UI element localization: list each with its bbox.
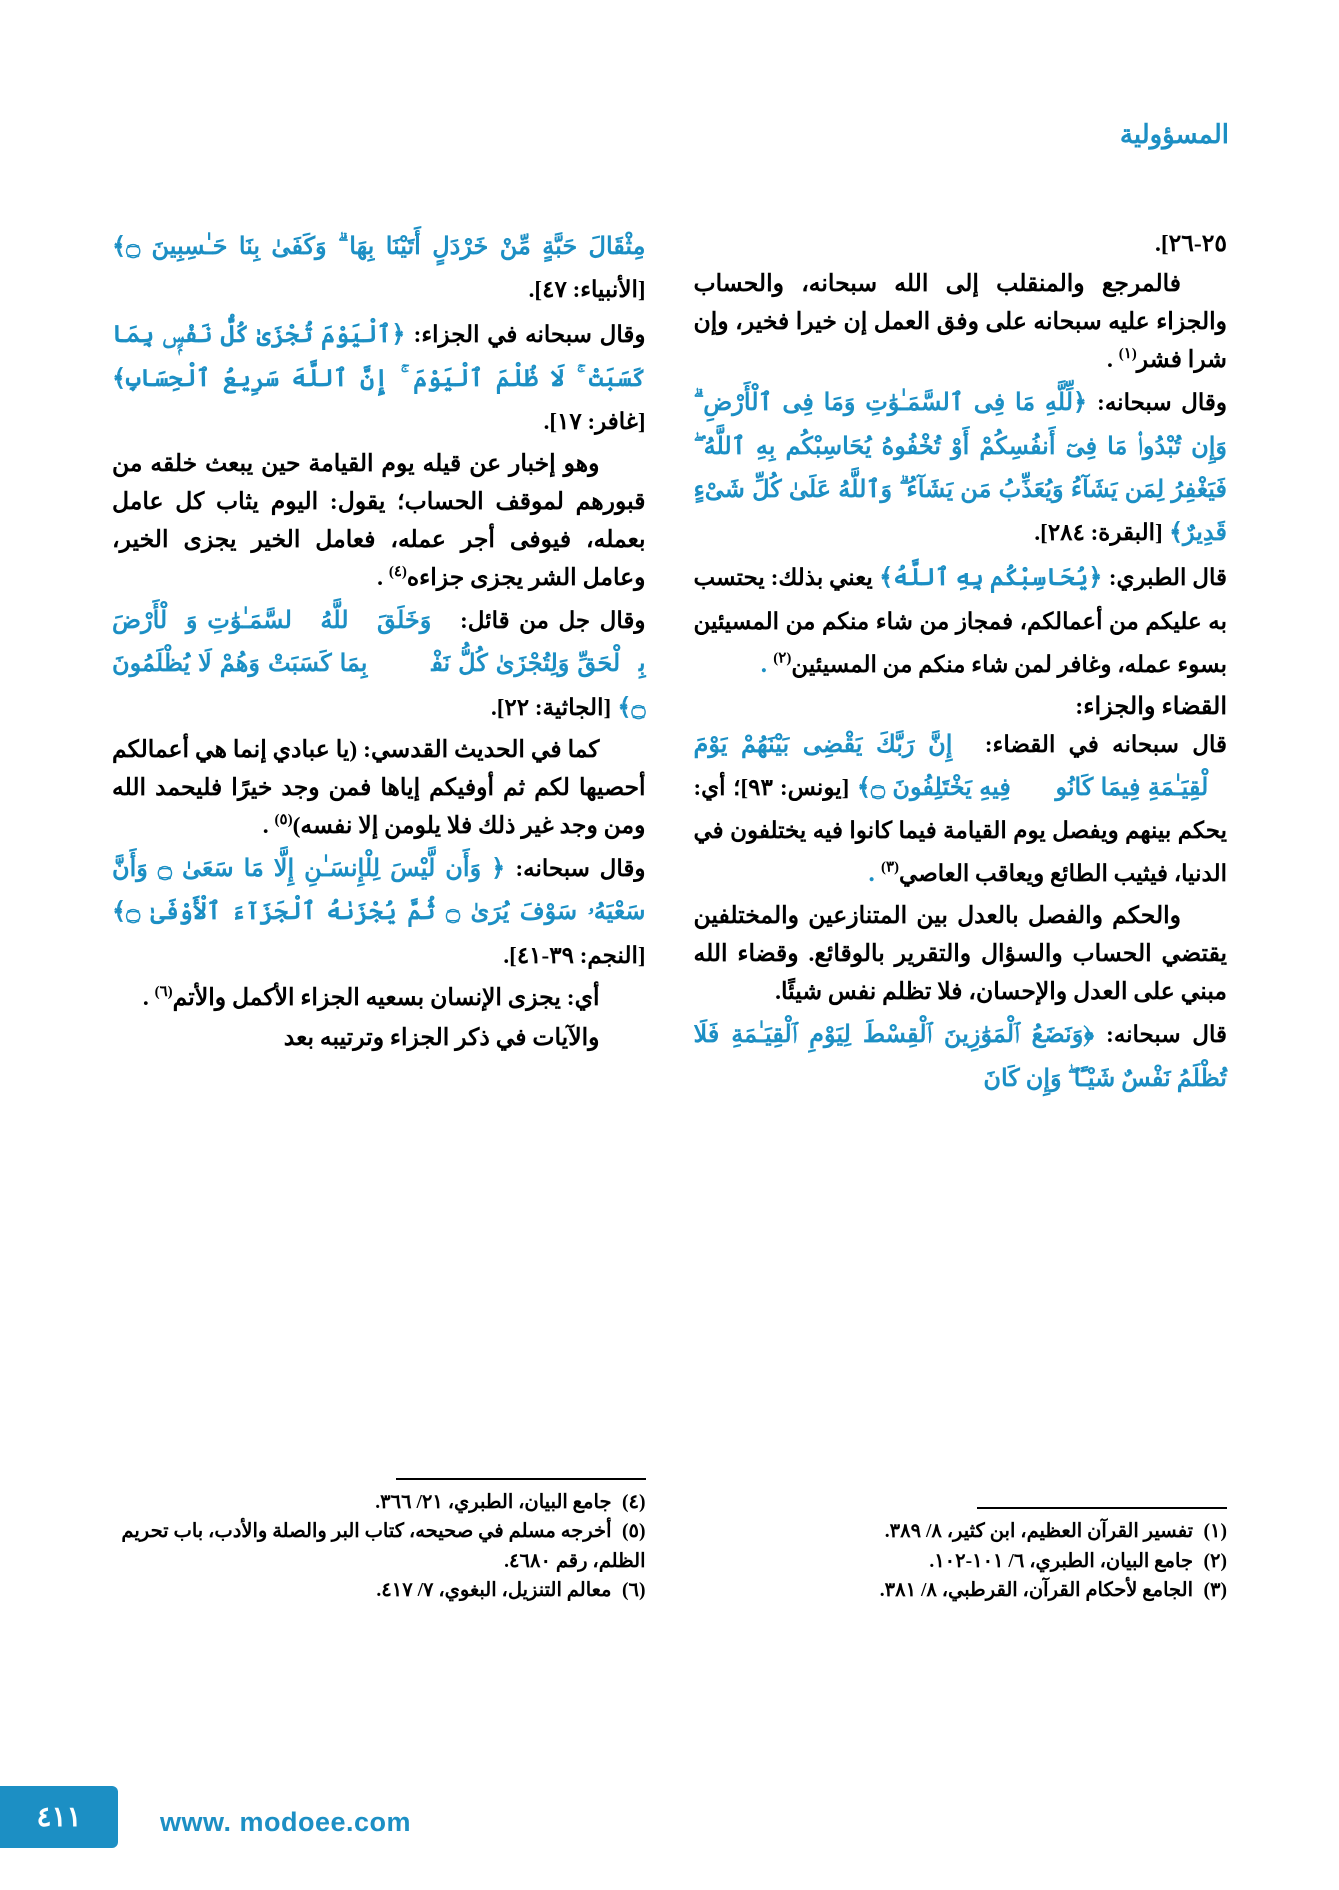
footnote-ref: (٢): [773, 650, 792, 667]
paragraph: أي: يجزى الإنسان بسعيه الجزاء الأكمل والأتم$^{(٦)}$ .: [142, 983, 600, 1011]
verse-source: [الأنبياء: ٤٧].: [528, 277, 646, 303]
footnote-item: [112, 1488, 646, 1517]
verse-source: [غافر: ١٧].: [543, 408, 646, 434]
paragraph: والحكم والفصل بالعدل بين المتنازعين والمختلفين يقتضي الحساب والسؤال والتقرير بالوقائع. وقضاء الله مبني على العدل والإحسان، فلا تظلم نفس شيئًا.: [693, 903, 1227, 1006]
paragraph-text: وهو إخبار عن قيله يوم القيامة حين يبعث خلقه من قبورهم لموقف الحساب؛ يقول: اليوم يثاب كل عامل بعمله، فيوفى أجر عمله، فعامل الخير يجزى الخير، وعامل الشر يجزى جزاءه: [112, 450, 646, 591]
paragraph-text: كما في الحديث القدسي: (يا عبادي إنما هي أعمالكم أحصيها لكم ثم أوفيكم إياها فمن وجد خيرًا فليحمد الله ومن وجد غير ذلك فلا يلومن إلا نفسه): [112, 736, 646, 839]
footnote-number: (١): [1203, 1521, 1227, 1543]
quran-verse: ﴿ٱلْيَوْمَ تُجْزَىٰ كُلُّ نَفْسٍۭ بِمَا كَسَبَتْ ۚ لَا ظُلْمَ ٱلْيَوْمَ ۚ إِنَّ ٱللَّهَ سَرِيعُ ٱلْحِسَابِ﴾: [112, 322, 646, 392]
footnote-text: جامع البيان، الطبري، ٢١/ ٣٦٦.: [375, 1492, 612, 1513]
quote-tail: يعني بذلك: يحتسب به عليكم من أعمالكم، فمجاز من شاء منكم من المسيئين بسوء عمله، وغافر لمن شاء منكم من المسيئين: [693, 565, 1227, 677]
footnote-item: [694, 1517, 1228, 1546]
quote-lead: وقال سبحانه:: [1097, 390, 1227, 416]
paragraph: فالمرجع والمنقلب إلى الله سبحانه، والحساب والجزاء عليه سبحانه على وفق العمل إن خيرا فخير، وإن شرا فشر$^{(١)}$ .: [693, 271, 1227, 374]
footnote-text: أخرجه مسلم في صحيحه، كتاب البر والصلة والأدب، باب تحريم الظلم، رقم ٤٦٨٠.: [121, 1521, 646, 1572]
footnote-ref: (٣): [880, 859, 900, 876]
quran-quote-block: [112, 847, 646, 977]
footnote-text: جامع البيان، الطبري، ٦/ ١٠١-١٠٢.: [929, 1550, 1193, 1572]
quran-verse: ﴿ وَأَن لَّيْسَ لِلْإِنسَـٰنِ إِلَّا مَا سَعَىٰ ۝ وَأَنَّ سَعْيَهُۥ سَوْفَ يُرَىٰ ۝ ثُمَّ يُجْزَىٰهُ ٱلْجَزَآءَ ٱلْأَوْفَىٰ ۝﴾: [112, 856, 646, 926]
footnote-item: [112, 1576, 646, 1605]
quran-quote-continued: [112, 225, 646, 311]
verse-source: [النجم: ٣٩-٤١].: [503, 942, 646, 968]
footnotes-left: [112, 1478, 646, 1605]
tafsir-quote-block: قال الطبري: ﴿يُحَاسِبْكُم بِهِ ٱللَّهُ﴾ يعني بذلك: يحتسب به عليكم من أعمالكم، فمجاز من شاء منكم من المسيئين بسوء عمله، وغافر لمن شاء منكم من المسيئين$^{(٢)}$ .: [693, 565, 1227, 678]
footnotes-right: [694, 1507, 1228, 1605]
quran-verse: مِثْقَالَ حَبَّةٍ مِّنْ خَرْدَلٍ أَتَيْنَا بِهَا ۗ وَكَفَىٰ بِنَا حَـٰسِبِينَ ۝﴾: [112, 234, 646, 260]
quote-lead: وقال سبحانه:: [515, 856, 646, 882]
paragraph: كما في الحديث القدسي: (يا عبادي إنما هي أعمالكم أحصيها لكم ثم أوفيكم إياها فمن وجد خيرًا فليحمد الله ومن وجد غير ذلك فلا يلومن إلا نفسه)$^{(٥)}$ .: [112, 736, 646, 839]
website-link[interactable]: www. modoee.com: [160, 1807, 412, 1837]
verse-source: [البقرة: ٢٨٤].: [1034, 520, 1163, 546]
footnote-number: (٥): [622, 1521, 646, 1543]
footnote-ref: (٥): [274, 812, 293, 829]
footnote-item: [694, 1576, 1228, 1605]
right-text-column: [694, 225, 1228, 1605]
footnote-text: الجامع لأحكام القرآن، القرطبي، ٨/ ٣٨١.: [879, 1579, 1193, 1601]
page-header: [110, 120, 1229, 160]
quran-verse: ﴿يُحَاسِبْكُم بِهِ ٱللَّهُ﴾: [879, 565, 1103, 592]
footnote-divider: [396, 1478, 646, 1480]
quote-lead: وقال سبحانه في الجزاء:: [413, 322, 646, 348]
page-number-badge: ٤١١: [0, 1786, 118, 1848]
footnote-text: معالم التنزيل، البغوي، ٧/ ٤١٧.: [376, 1579, 612, 1601]
paragraph: وهو إخبار عن قيله يوم القيامة حين يبعث خلقه من قبورهم لموقف الحساب؛ يقول: اليوم يثاب كل عامل بعمله، فيوفى أجر عمله، فعامل الخير يجزى الخير، وعامل الشر يجزى جزاءه$^{(٤)}$ .: [112, 450, 646, 591]
footnote-number: (٦): [622, 1579, 646, 1601]
paragraph: والآيات في ذكر الجزاء وترتيبه بعد: [283, 1024, 600, 1051]
footnote-ref: (٤): [388, 564, 407, 581]
left-text-column: [112, 225, 646, 1605]
quran-verse: ﴿لِّلَّهِ مَا فِى ٱلسَّمَـٰوَٰتِ وَمَا فِى ٱلْأَرْضِ ۗ وَإِن تُبْدُوا۟ مَا فِىٓ أَنفُسِكُمْ أَوْ تُخْفُوهُ يُحَاسِبْكُم بِهِ ٱللَّهُ ۖ فَيَغْفِرُ لِمَن يَشَآءُ وَيُعَذِّبُ مَن يَشَآءُ ۗ وَٱللَّهُ عَلَىٰ كُلِّ شَىْءٍ قَدِيرٌ﴾: [693, 390, 1227, 547]
verse-source: [الجاثية: ٢٢].: [490, 694, 612, 720]
quran-quote-block: [694, 1013, 1228, 1100]
quran-verse: ﴿وَنَضَعُ ٱلْمَوَٰزِينَ ٱلْقِسْطَ لِيَوْمِ ٱلْقِيَـٰمَةِ فَلَا تُظْلَمُ نَفْسٌ شَيْـًٔا ۖ وَإِن كَانَ: [693, 1022, 1227, 1092]
quote-lead: قال سبحانه:: [1106, 1022, 1228, 1048]
footnote-number: (٢): [1203, 1550, 1227, 1572]
quote-lead: قال الطبري:: [1108, 565, 1227, 591]
quran-verse: ﴿وَخَلَقَ ٱللَّهُ ٱلسَّمَـٰوَٰتِ وَٱلْأَرْضَ بِٱلْحَقِّ وَلِتُجْزَىٰ كُلُّ نَفْسٍۭ بِمَا كَسَبَتْ وَهُمْ لَا يُظْلَمُونَ ۝﴾: [112, 608, 646, 721]
quote-tail: أي: يحكم بينهم ويفصل يوم القيامة فيما كانوا فيه يختلفون في الدنيا، فيثيب الطائع ويعاقب العاصي: [693, 774, 1227, 887]
verse-source: [يونس: ٩٣]؛: [733, 774, 850, 800]
quran-quote-block: [694, 381, 1228, 554]
footnote-ref: (١): [1118, 346, 1137, 363]
paragraph: ٢٥-٢٦].: [1154, 231, 1227, 257]
quran-quote-block: قال سبحانه في القضاء: ﴿إِنَّ رَبَّكَ يَقْضِى بَيْنَهُمْ يَوْمَ ٱلْقِيَـٰمَةِ فِيمَا كَانُوا۟ فِيهِ يَخْتَلِفُونَ ۝﴾ [يونس: ٩٣]؛ أي: يحكم بينهم ويفصل يوم القيامة فيما كانوا فيه يختلفون في الدنيا، فيثيب الطائع ويعاقب العاصي$^{(٣)}$ .: [693, 731, 1228, 888]
paragraph-text: أي: يجزى الإنسان بسعيه الجزاء الأكمل والأتم: [172, 984, 600, 1011]
quote-lead: قال سبحانه في القضاء:: [984, 731, 1227, 757]
section-subheading: القضاء والجزاء:: [1075, 693, 1227, 720]
quran-verse: ﴿إِنَّ رَبَّكَ يَقْضِى بَيْنَهُمْ يَوْمَ ٱلْقِيَـٰمَةِ فِيمَا كَانُوا۟ فِيهِ يَخْتَلِفُونَ ۝﴾: [693, 731, 1228, 801]
page-footer: [0, 1760, 1339, 1890]
footnote-number: (٤): [622, 1492, 646, 1513]
footnote-item: [694, 1547, 1228, 1576]
footnote-text: تفسير القرآن العظيم، ابن كثير، ٨/ ٣٨٩.: [884, 1521, 1193, 1543]
quran-quote-block: [112, 599, 646, 729]
footnote-item: [112, 1517, 646, 1576]
quote-lead: وقال جل من قائل:: [460, 608, 646, 634]
quran-quote-block: [112, 313, 646, 443]
paragraph-text: فالمرجع والمنقلب إلى الله سبحانه، والحساب والجزاء عليه سبحانه على وفق العمل إن خيرا فخير، وإن شرا فشر: [693, 271, 1227, 374]
footnote-number: (٣): [1203, 1579, 1227, 1601]
two-column-body: [112, 225, 1227, 1605]
footnote-ref: (٦): [154, 983, 173, 1000]
header-title: المسؤولية: [1119, 120, 1229, 149]
footnote-divider: [977, 1507, 1227, 1509]
